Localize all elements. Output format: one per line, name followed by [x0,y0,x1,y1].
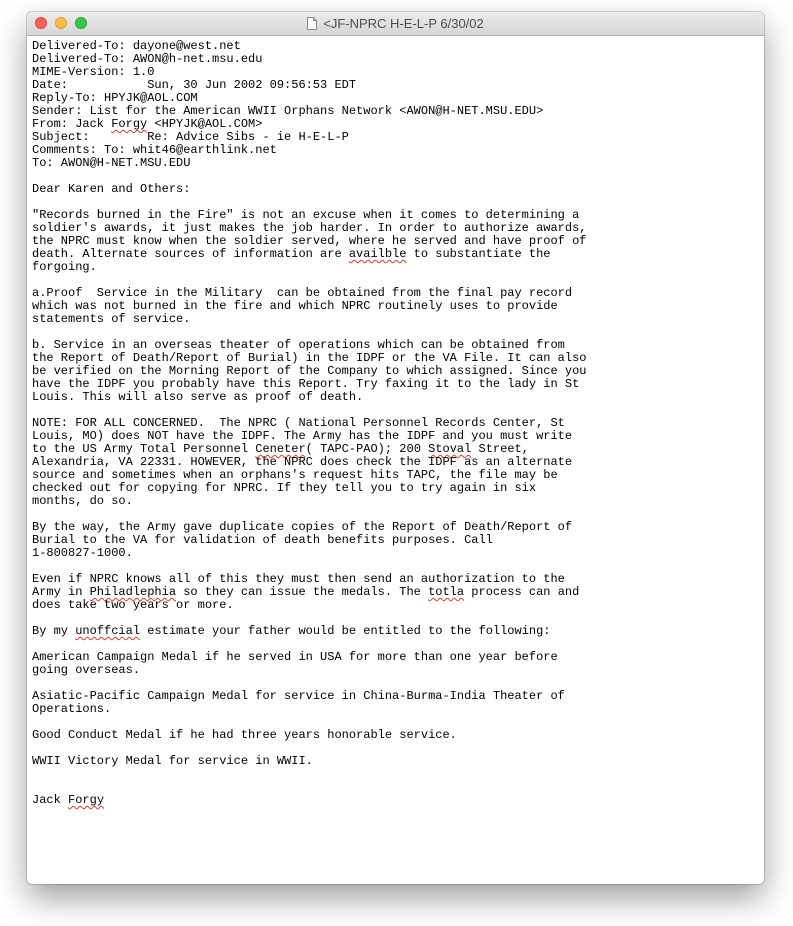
header-from-prefix: From: Jack [32,117,112,131]
para1-text: to substantiate the [406,247,551,261]
misspelled-word: Philadlephia [89,585,177,599]
email-window [27,12,764,884]
misspelled-word: Ceneter [255,442,306,456]
blank-line [32,781,764,794]
medal-american-campaign: American Campaign Medal if he served in USA for more than one year before [32,650,558,664]
misspelled-word: unoffcial [75,624,141,638]
para5-line: Burial to the VA for validation of death benefits purposes. Call [32,533,493,547]
signature [32,794,764,807]
para3-line: b. Service in an overseas theater of operations which can be obtained from [32,338,565,352]
para7-line [32,625,764,638]
para5-line: 1-800827-1000. [32,546,133,560]
signature-last: Forgy [68,793,105,807]
misspelled-word: availble [348,247,407,261]
para3-line: the Report of Death/Report of Burial) in the IDPF or the VA File. It can also [32,351,587,365]
para1-text: death. Alternate sources of information are [32,247,349,261]
header-delivered-to-1: Delivered-To: dayone@west.net [32,39,241,53]
para4-line: source and sometimes when an orphans's request hits TAPC, the file may be [32,468,558,482]
document-icon [307,17,317,30]
medal-asiatic-pacific: Asiatic-Pacific Campaign Medal for service in China-Burma-India Theater of [32,689,565,703]
para3-line: Louis. This will also serve as proof of death. [32,390,364,404]
window-title: <JF-NPRC H-E-L-P 6/30/02 [323,16,484,31]
para7-text: estimate your father would be entitled to the following: [140,624,551,638]
para6-line: does take two years or more. [32,598,234,612]
title-bar[interactable] [27,12,764,36]
misspelled-word: Stoval [428,442,472,456]
medal-asiatic-pacific: Operations. [32,702,112,716]
header-reply-to: Reply-To: HPYJK@AOL.COM [32,91,198,105]
medal-american-campaign: going overseas. [32,663,141,677]
header-from-name: Forgy [111,117,148,131]
para3-line: have the IDPF you probably have this Report. Try faxing it to the lady in St [32,377,580,391]
signature-first: Jack [32,793,69,807]
para1-line [32,248,764,261]
header-sender: Sender: List for the American WWII Orphans Network <AWON@H-NET.MSU.EDU> [32,104,544,118]
para2-line: which was not burned in the fire and which NPRC routinely uses to provide [32,299,558,313]
header-mime-version: MIME-Version: 1.0 [32,65,155,79]
misspelled-word: totla [428,585,465,599]
para2-line: a.Proof Service in the Military can be obtained from the final pay record [32,286,573,300]
para4-line: NOTE: FOR ALL CONCERNED. The NPRC ( National Personnel Records Center, St [32,416,565,430]
header-subject: Subject: Re: Advice Sibs - ie H-E-L-P [32,130,349,144]
para6-text: Army in [32,585,90,599]
para7-text: By my [32,624,76,638]
para3-line: be verified on the Morning Report of the Company to which assigned. Since you [32,364,587,378]
email-body[interactable] [27,36,764,807]
para4-text: to the US Army Total Personnel [32,442,256,456]
para2-line: statements of service. [32,312,191,326]
para6-line: Even if NPRC knows all of this they must then send an authorization to the [32,572,565,586]
header-to: To: AWON@H-NET.MSU.EDU [32,156,191,170]
para6-text: so they can issue the medals. The [176,585,429,599]
header-from-suffix: <HPYJK@AOL.COM> [147,117,263,131]
para4-text: ( TAPC-PAO); 200 [305,442,429,456]
para4-line: months, do so. [32,494,133,508]
header-date: Date: Sun, 30 Jun 2002 09:56:53 EDT [32,78,357,92]
header-comments: Comments: To: whit46@earthlink.net [32,143,277,157]
window-title-group [27,12,764,35]
blank-line [32,768,764,781]
para4-line: Alexandria, VA 22331. HOWEVER, the NPRC does check the IDPF as an alternate [32,455,573,469]
para4-line: checked out for copying for NPRC. If they tell you to try again in six [32,481,537,495]
para1-line: the NPRC must know when the soldier served, where he served and have proof of [32,234,587,248]
medal-good-conduct: Good Conduct Medal if he had three years honorable service. [32,728,457,742]
para5-line: By the way, the Army gave duplicate copies of the Report of Death/Report of [32,520,573,534]
para1-line: "Records burned in the Fire" is not an excuse when it comes to determining a [32,208,580,222]
para1-line: soldier's awards, it just makes the job harder. In order to authorize awards, [32,221,587,235]
medal-wwii-victory: WWII Victory Medal for service in WWII. [32,754,313,768]
greeting: Dear Karen and Others: [32,182,191,196]
para4-text: Street, [471,442,529,456]
para6-text: process can and [464,585,580,599]
para4-line: Louis, MO) does NOT have the IDPF. The Army has the IDPF and you must write [32,429,573,443]
para1-line: forgoing. [32,260,97,274]
header-delivered-to-2: Delivered-To: AWON@h-net.msu.edu [32,52,263,66]
